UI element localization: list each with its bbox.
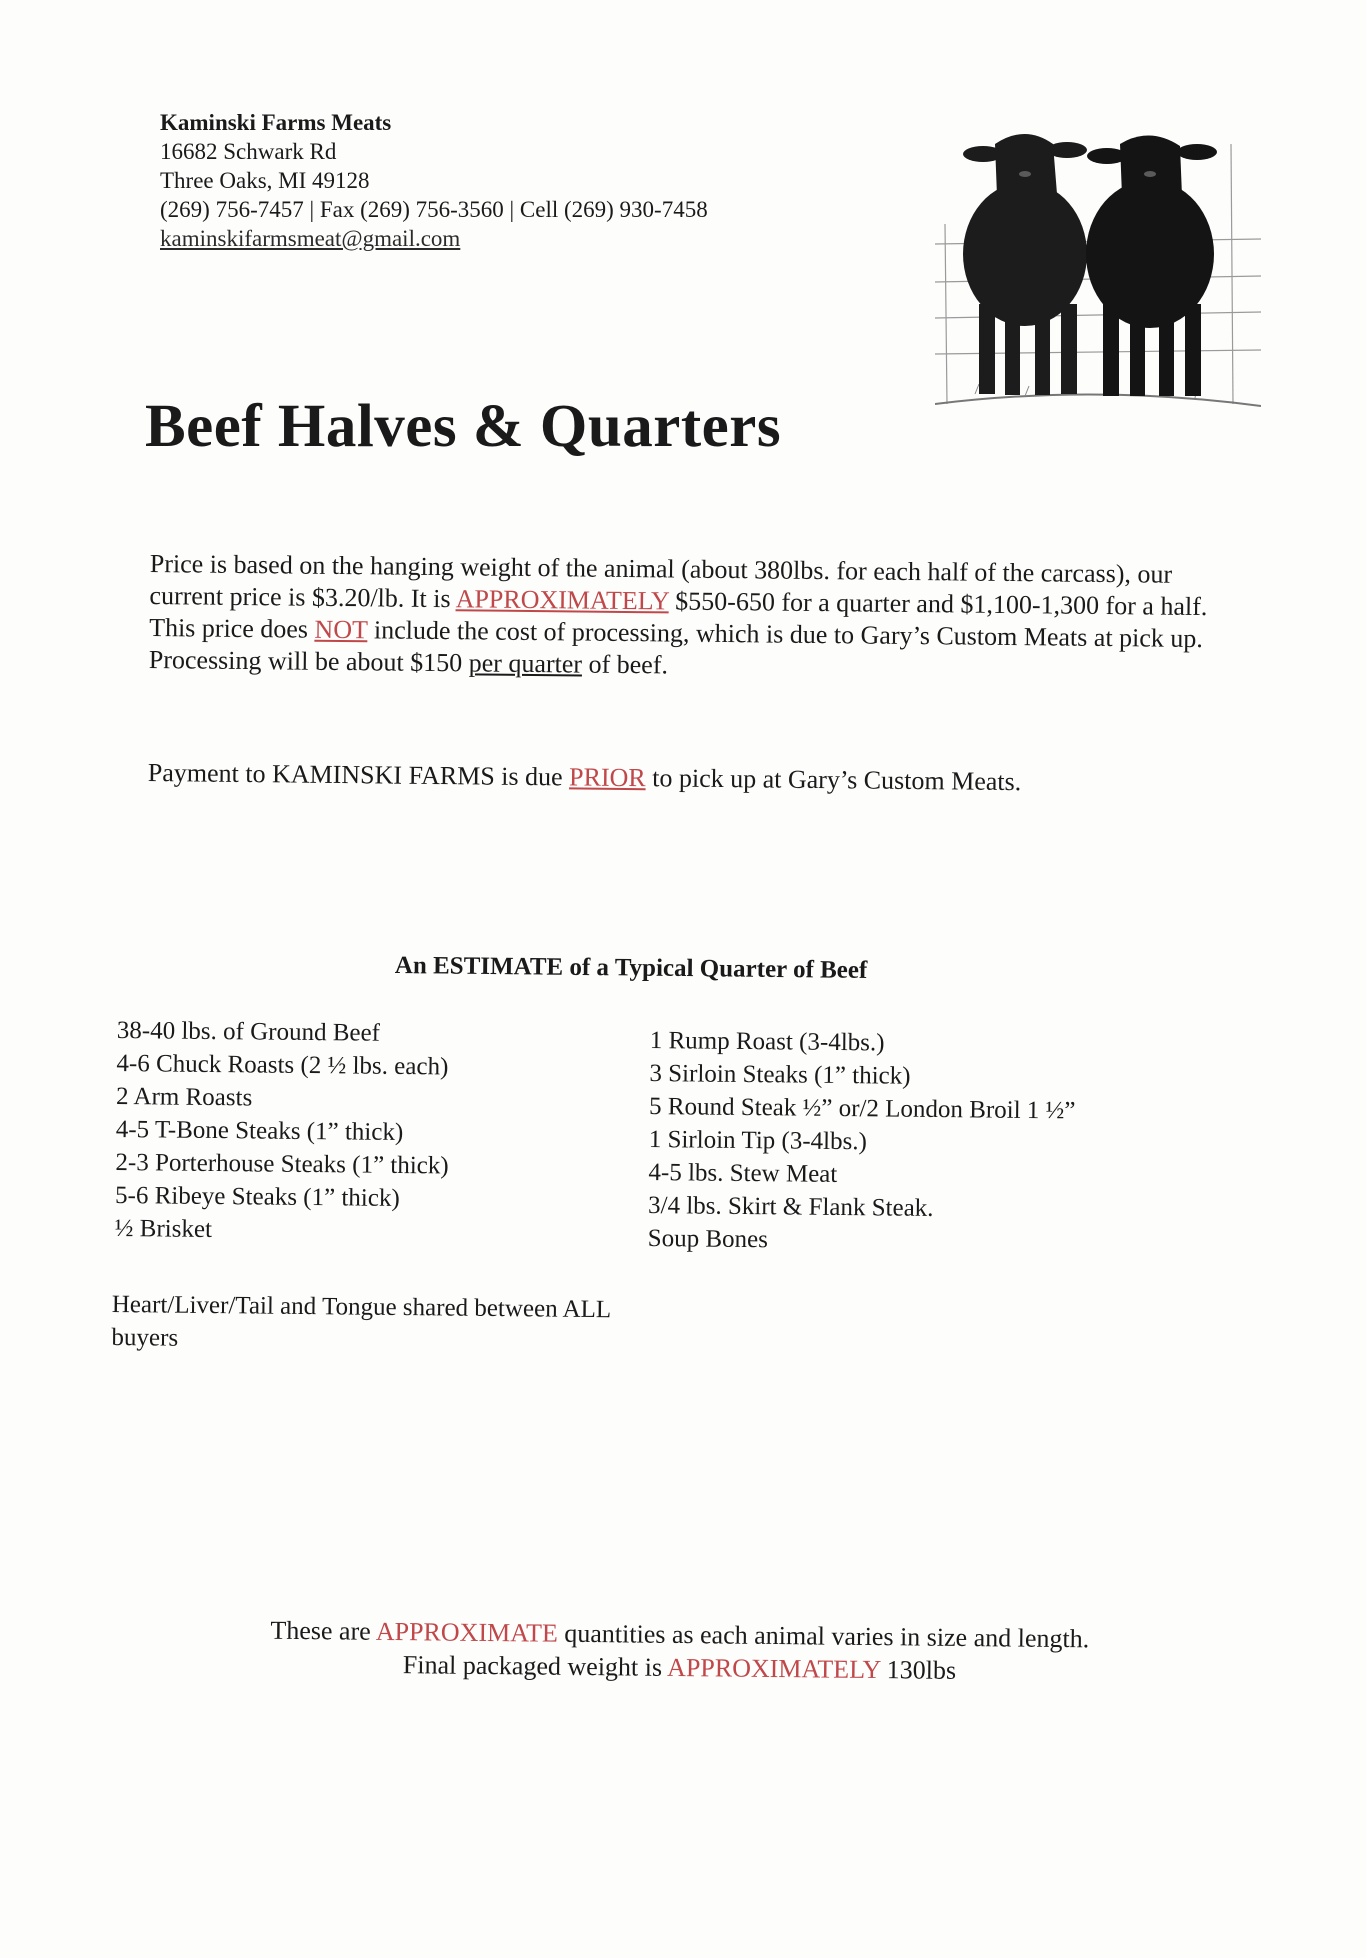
footer-text: Final packaged weight is xyxy=(402,1650,668,1682)
list-item: 3/4 lbs. Skirt & Flank Steak. xyxy=(647,1191,934,1222)
list-item: 4-5 lbs. Stew Meat xyxy=(648,1158,838,1188)
payment-paragraph xyxy=(148,757,1248,801)
address-street: 16682 Schwark Rd xyxy=(160,139,337,164)
phone-numbers: (269) 756-7457 | Fax (269) 756-3560 | Cell (269) 930-7458 xyxy=(160,197,708,222)
list-item: 3 Sirloin Steaks (1” thick) xyxy=(649,1059,911,1090)
contact-header xyxy=(160,108,708,253)
price-text-1: Price is based on the hanging weight of the animal (about 380lbs. for each half of the carcass), our current price is $3.20/lb. It is xyxy=(149,548,1173,614)
footer-text: These are xyxy=(270,1615,376,1646)
approximately-emphasis: APPROXIMATELY xyxy=(455,584,669,616)
list-item: 4-5 T-Bone Steaks (1” thick) xyxy=(115,1115,404,1147)
address-city: Three Oaks, MI 49128 xyxy=(160,168,370,193)
shared-parts-note: Heart/Liver/Tail and Tongue shared between ALL buyers xyxy=(111,1290,611,1352)
price-text-2: $550-650 for a quarter and $1,100-1,300 for a half. This price does xyxy=(149,586,1208,644)
list-item: 2 Arm Roasts xyxy=(115,1082,253,1112)
price-paragraph xyxy=(149,548,1230,687)
page-title: Beef Halves & Quarters xyxy=(145,393,782,460)
email-link[interactable]: kaminskifarmsmeat@gmail.com xyxy=(160,226,461,251)
footer-text: quantities as each animal varies in size and length. xyxy=(557,1618,1090,1654)
prior-emphasis: PRIOR xyxy=(568,762,646,793)
list-item: 5 Round Steak ½” or/2 London Broil 1 ½” xyxy=(648,1092,1076,1125)
list-item: 1 Rump Roast (3-4lbs.) xyxy=(649,1026,885,1057)
payment-text-2: to pick up at Gary’s Custom Meats. xyxy=(645,763,1022,797)
list-item: 38-40 lbs. of Ground Beef xyxy=(116,1016,381,1047)
not-emphasis: NOT xyxy=(314,614,368,645)
approximate-emphasis: APPROXIMATE xyxy=(375,1616,559,1648)
cuts-list-left xyxy=(115,1014,451,1248)
cuts-list-right xyxy=(648,1024,1077,1259)
list-item: 4-6 Chuck Roasts (2 ½ lbs. each) xyxy=(116,1049,449,1081)
cattle-illustration-icon xyxy=(935,104,1261,414)
price-text-3: include the cost of processing, which is due to Gary’s Custom Meats at pick up. Processing will be about $150 xyxy=(148,615,1204,678)
list-item: 5-6 Ribeye Steaks (1” thick) xyxy=(114,1181,400,1212)
list-item: 2-3 Porterhouse Steaks (1” thick) xyxy=(115,1148,449,1180)
list-item: ½ Brisket xyxy=(114,1214,213,1244)
list-item: 1 Sirloin Tip (3-4lbs.) xyxy=(648,1125,868,1156)
farm-name: Kaminski Farms Meats xyxy=(160,110,392,135)
price-text-4: of beef. xyxy=(581,649,669,680)
footer-disclaimer xyxy=(159,1613,1200,1690)
approximately-emphasis: APPROXIMATELY xyxy=(666,1652,881,1685)
payment-text-1: Payment to KAMINSKI FARMS is due xyxy=(147,757,570,792)
estimate-heading: An ESTIMATE of a Typical Quarter of Beef xyxy=(394,952,868,984)
list-item: Soup Bones xyxy=(647,1224,769,1254)
footer-text: 130lbs xyxy=(880,1655,957,1685)
per-quarter-emphasis: per quarter xyxy=(468,648,583,679)
